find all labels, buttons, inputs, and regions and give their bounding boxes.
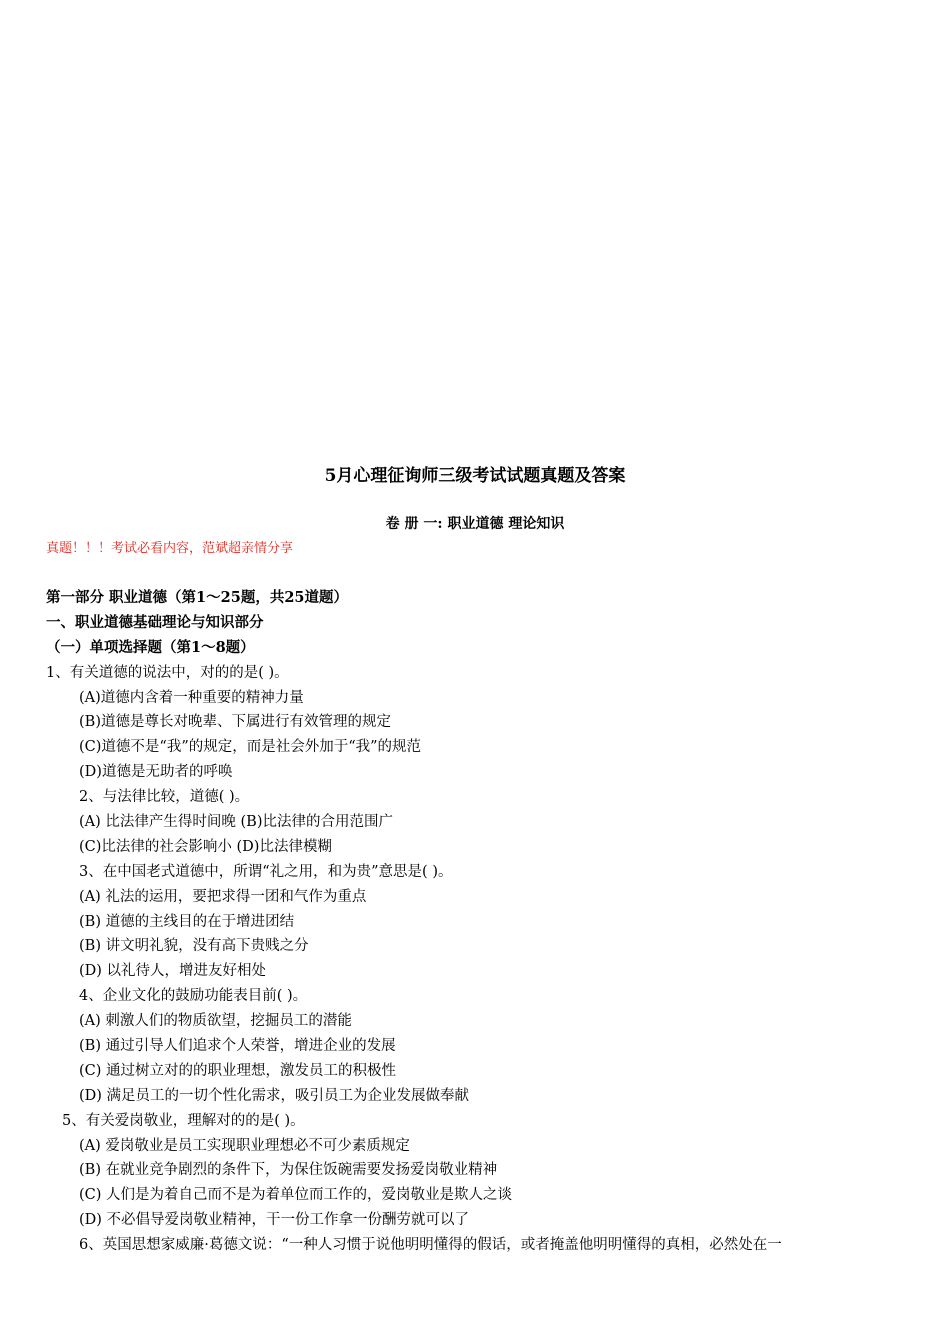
document-subtitle: 卷 册 一: 职业道德 理论知识	[385, 516, 565, 532]
question-stem: 6、英国思想家威廉·葛德文说：“一种人习惯于说他明明懂得的假话，或者掩盖他明明懂得的真相，必然处在一	[79, 1237, 782, 1254]
question	[46, 1233, 926, 1258]
subsection-heading: （一）单项选择题（第1～8题）	[46, 638, 255, 656]
question-option: (B) 讲文明礼貌，没有高下贵贱之分	[79, 938, 309, 955]
question-option: (B)道德是尊长对晚辈、下属进行有效管理的规定	[79, 714, 391, 731]
question	[46, 661, 926, 785]
question-stem: 3、在中国老式道德中，所谓“礼之用，和为贵”意思是( )。	[79, 863, 453, 880]
question-option: (A)道德内含着一种重要的精神力量	[79, 689, 304, 706]
question-option: (C) 通过树立对的的职业理想，激发员工的积极性	[79, 1062, 397, 1079]
document-body	[46, 586, 926, 1258]
question-option: (C)道德不是“我”的规定，而是社会外加于“我”的规范	[79, 739, 422, 756]
question-stem: 4、企业文化的鼓励功能表目前( )。	[79, 988, 308, 1005]
question-option: (D) 以礼待人，增进友好相处	[79, 963, 267, 980]
question-option: (A) 刺激人们的物质欲望，挖掘员工的潜能	[79, 1013, 352, 1030]
question-stem: 2、与法律比较，道德( )。	[79, 789, 250, 806]
question-option: (B) 在就业竞争剧烈的条件下，为保住饭碗需要发扬爱岗敬业精神	[79, 1162, 498, 1179]
question-option: (B) 通过引导人们追求个人荣誉，增进企业的发展	[79, 1038, 396, 1055]
section-heading: 一、职业道德基础理论与知识部分	[46, 613, 264, 631]
question-option: (C) 人们是为着自己而不是为着单位而工作的，爱岗敬业是欺人之谈	[79, 1187, 513, 1204]
question-option: (D) 满足员工的一切个性化需求，吸引员工为企业发展做奉献	[79, 1087, 470, 1104]
question-option: (B) 道德的主线目的在于增进团结	[79, 913, 295, 930]
question-option: (D) 不必倡导爱岗敬业精神，干一份工作拿一份酬劳就可以了	[79, 1212, 470, 1229]
question-option: (A) 礼法的运用，要把求得一团和气作为重点	[79, 888, 367, 905]
part-heading: 第一部分 职业道德（第1～25题，共25道题）	[46, 589, 348, 606]
question	[46, 1109, 926, 1233]
question	[46, 984, 926, 1108]
question-option: (C)比法律的社会影响小 (D)比法律模糊	[79, 838, 332, 855]
question	[46, 860, 926, 984]
highlight-note: 真题！！！考试必看内容，范斌超亲情分享	[46, 541, 294, 556]
question-stem: 1、有关道德的说法中，对的的是( )。	[46, 664, 289, 681]
question-option: (A) 比法律产生得时间晚 (B)比法律的合用范围广	[79, 814, 393, 831]
document-title: 5月心理征询师三级考试试题真题及答案	[324, 466, 626, 486]
question	[46, 785, 926, 860]
question-stem: 5、有关爱岗敬业，理解对的的是( )。	[62, 1112, 305, 1129]
question-option: (A) 爱岗敬业是员工实现职业理想必不可少素质规定	[79, 1137, 410, 1154]
question-option: (D)道德是无助者的呼唤	[79, 764, 233, 781]
